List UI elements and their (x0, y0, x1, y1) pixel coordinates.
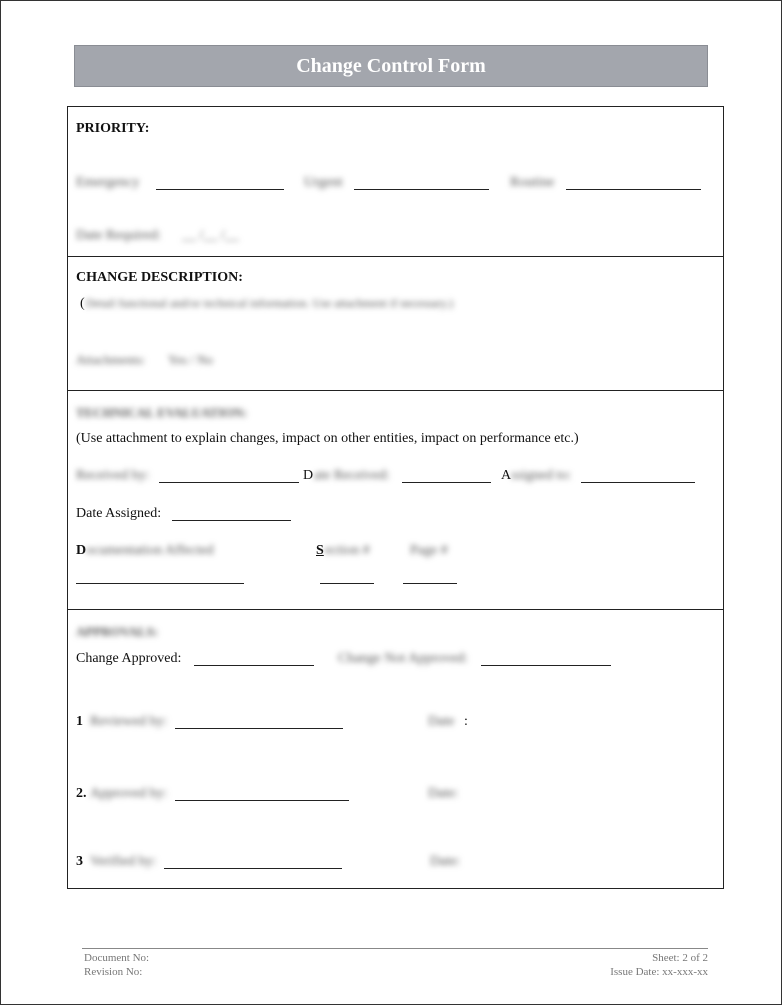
change-approved-field[interactable] (194, 665, 314, 666)
date-assigned-field[interactable] (172, 520, 291, 521)
sheet-number: Sheet: 2 of 2 (652, 952, 708, 964)
documentation-field[interactable] (76, 583, 244, 584)
section-number-label: ection # (325, 543, 370, 558)
description-open-paren: ( (80, 296, 85, 311)
reviewed-date-label: Date (428, 714, 455, 729)
change-description-section (68, 256, 723, 391)
page-number-label: Page # (410, 543, 448, 558)
footer-rule (82, 948, 708, 949)
approved-by-label: Approved by: (90, 786, 168, 801)
technical-evaluation-section (68, 391, 723, 610)
date-received-label: ate Received: (314, 468, 390, 483)
approvals-heading: APPROVALS: (76, 624, 159, 639)
date-required-field[interactable]: __ /__ /__ (182, 228, 239, 243)
change-not-approved-label: Change Not Approved: (338, 651, 468, 666)
revision-number-label: Revision No: (84, 966, 143, 978)
assigned-to-prefix: A (501, 468, 512, 483)
reviewed-by-field[interactable] (175, 728, 343, 729)
reviewed-date-colon: : (464, 714, 468, 729)
date-required-label: Date Required: (76, 228, 162, 243)
section-prefix: S (316, 543, 324, 558)
assigned-to-field[interactable] (581, 482, 695, 483)
technical-instruction: (Use attachment to explain changes, impact on other entities, impact on performance etc.) (76, 431, 579, 446)
change-description-heading: CHANGE DESCRIPTION: (76, 270, 243, 285)
description-hint: Detail functional and/or technical information. Use attachment if necessary.) (86, 296, 454, 310)
reviewed-by-label: Reviewed by: (90, 714, 168, 729)
approvals-section (68, 610, 723, 888)
approved-by-field[interactable] (175, 800, 349, 801)
approval-row-2-number: 2. (76, 786, 87, 801)
approval-row-3-number: 3 (76, 854, 83, 869)
verified-date-label: Date: (430, 854, 461, 869)
change-not-approved-field[interactable] (481, 665, 611, 666)
received-by-field[interactable] (159, 482, 299, 483)
routine-field[interactable] (566, 189, 701, 190)
form-title: Change Control Form (74, 45, 708, 87)
emergency-field[interactable] (156, 189, 284, 190)
section-number-field[interactable] (320, 583, 374, 584)
approved-date-label: Date: (428, 786, 459, 801)
date-received-field[interactable] (402, 482, 491, 483)
change-approved-label: Change Approved: (76, 651, 182, 666)
priority-section (68, 107, 723, 257)
priority-heading: PRIORITY: (76, 121, 150, 136)
documentation-prefix: D (76, 543, 87, 558)
document-number-label: Document No: (84, 952, 150, 964)
attachments-label: Attachments: (76, 352, 146, 367)
date-received-prefix: D (303, 468, 314, 483)
issue-date: Issue Date: xx-xxx-xx (610, 966, 708, 978)
form-table (67, 106, 724, 889)
attachments-options[interactable]: Yes / No (168, 352, 213, 367)
priority-option-emergency[interactable]: Emergency (76, 175, 140, 190)
date-assigned-label: Date Assigned: (76, 506, 162, 521)
urgent-field[interactable] (354, 189, 489, 190)
documentation-affected-label: ocumentation Affected (86, 543, 214, 558)
priority-option-urgent[interactable]: Urgent (304, 175, 343, 190)
verified-by-label: Verified by: (90, 854, 157, 869)
priority-option-routine[interactable]: Routine (510, 175, 555, 190)
page-number-field[interactable] (403, 583, 457, 584)
assigned-to-label: ssigned to: (511, 468, 572, 483)
approval-row-1-number: 1 (76, 714, 83, 729)
technical-evaluation-heading: TECHNICAL EVALUATION: (76, 405, 248, 420)
verified-by-field[interactable] (164, 868, 342, 869)
received-by-label: Received by: (76, 468, 150, 483)
